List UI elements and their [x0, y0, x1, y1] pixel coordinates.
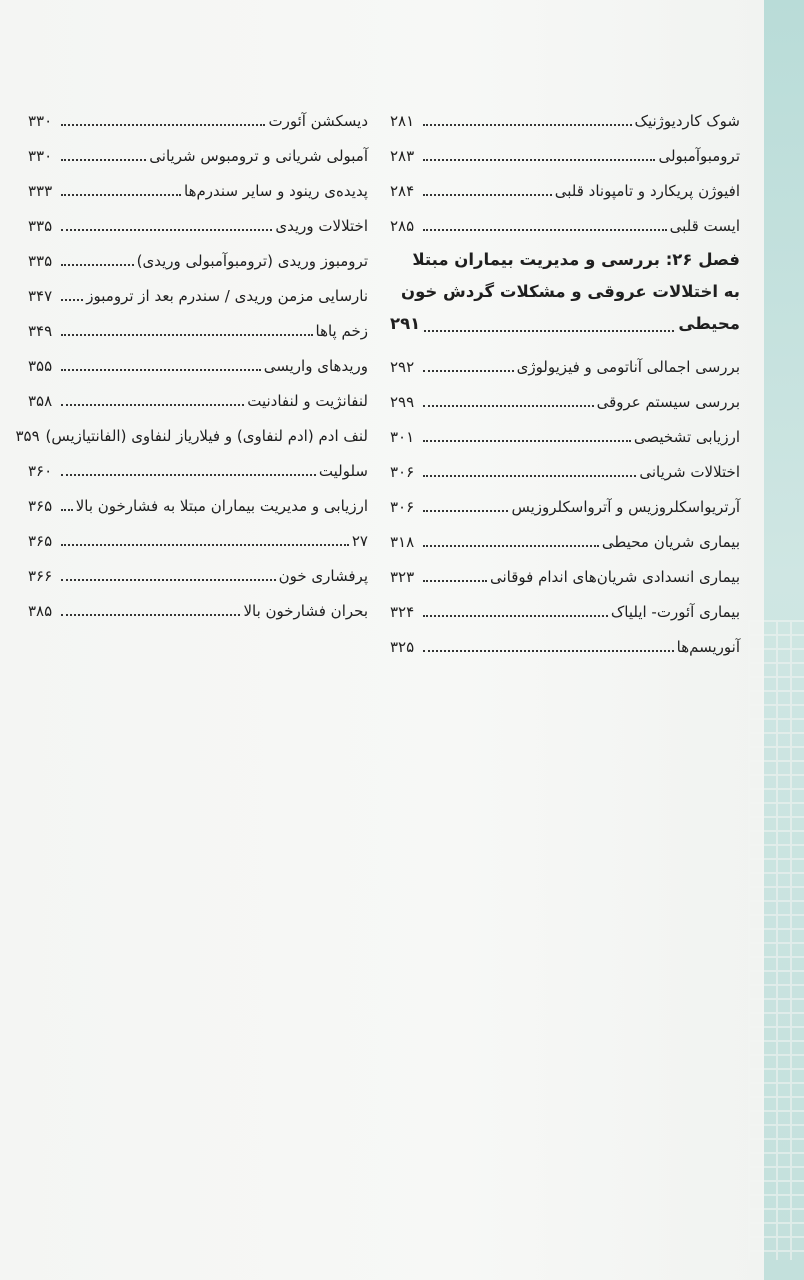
- toc-entry: [390, 131, 740, 166]
- chapter-heading-line: به اختلالات عروقی و مشکلات گردش خون: [400, 282, 740, 301]
- toc-entry: [28, 96, 368, 131]
- toc-entry: [15, 411, 368, 446]
- toc-entry: [28, 306, 368, 341]
- toc-entry-page: ۳۶۰: [28, 462, 53, 480]
- toc-entry-list-top: [390, 96, 740, 236]
- chapter-page: ۲۹۱: [390, 314, 421, 333]
- toc-entry-title: ترومبوز وریدی (ترومبوآمبولی وریدی): [136, 252, 368, 270]
- toc-entry-title: پرفشاری خون: [278, 567, 368, 585]
- toc-entry-title: وریدهای واریسی: [263, 357, 368, 375]
- toc-entry-page: ۳۶۵: [28, 497, 53, 515]
- toc-entry: [390, 342, 740, 377]
- toc-entry-title: آنوریسم‌ها: [676, 638, 740, 656]
- toc-entry-page: ۳۳۰: [28, 147, 53, 165]
- toc-entry-page: ۳۳۵: [28, 252, 53, 270]
- dot-leader: [423, 475, 636, 477]
- toc-entry-title: نارسایی مزمن وریدی / سندرم بعد از ترومبوز: [86, 287, 368, 305]
- toc-entry-page: ۳۴۹: [28, 322, 53, 340]
- dot-leader: [61, 544, 349, 546]
- toc-entry: [390, 412, 740, 447]
- toc-entry-page: ۳۴۷: [28, 287, 53, 305]
- dot-leader: [424, 330, 674, 332]
- dot-leader: [423, 124, 632, 126]
- toc-entry: [28, 586, 368, 621]
- dot-leader: [61, 194, 181, 196]
- toc-entry-page: ۲۸۱: [390, 112, 415, 130]
- toc-entry-page: ۲۹۲: [390, 358, 415, 376]
- dot-leader: [423, 545, 599, 547]
- toc-entry-title: ارزیابی و مدیریت بیماران مبتلا به فشارخون بالا: [75, 497, 368, 515]
- dot-leader: [423, 229, 667, 231]
- dot-leader: [61, 404, 244, 406]
- toc-entry: [28, 131, 368, 166]
- toc-entry: [390, 96, 740, 131]
- toc-entry: [390, 166, 740, 201]
- toc-entry-page: ۳۲۵: [390, 638, 415, 656]
- toc-entry-page: ۳۳۳: [28, 182, 53, 200]
- chapter-heading: [390, 244, 740, 340]
- dot-leader: [61, 509, 73, 511]
- toc-entry: [28, 551, 368, 586]
- toc-entry-page: ۳۸۵: [28, 602, 53, 620]
- toc-entry: [390, 377, 740, 412]
- toc-entry-list-bottom: [390, 342, 740, 657]
- toc-entry-title: افیوژن پریکارد و تامپوناد قلبی: [554, 182, 740, 200]
- dot-leader: [423, 405, 594, 407]
- toc-entry-title: اختلالات وریدی: [275, 217, 368, 235]
- toc-entry: [28, 446, 368, 481]
- toc-entry-page: ۳۰۶: [390, 463, 415, 481]
- toc-entry-title: آرتریواسکلروزیس و آترواسکلروزیس: [511, 498, 740, 516]
- dot-leader: [423, 510, 508, 512]
- toc-entry-page: ۲۹۹: [390, 393, 415, 411]
- toc-entry: [28, 271, 368, 306]
- toc-entry-page: ۲۸۵: [390, 217, 415, 235]
- toc-right-column: [390, 96, 740, 657]
- toc-entry-page: ۳۰۶: [390, 498, 415, 516]
- chapter-heading-last-line: [390, 308, 740, 340]
- toc-entry: [28, 201, 368, 236]
- toc-entry-title: بررسی اجمالی آناتومی و فیزیولوژی: [516, 358, 740, 376]
- toc-entry-title: شوک کاردیوژنیک: [634, 112, 740, 130]
- dot-leader: [61, 299, 83, 301]
- toc-entry-title: زخم پاها: [315, 322, 368, 340]
- toc-entry-title: بیماری شریان محیطی: [601, 533, 740, 551]
- toc-entry-page: ۳۳۰: [28, 112, 53, 130]
- toc-entry: [28, 516, 368, 551]
- chapter-heading-line: فصل ۲۶: بررسی و مدیریت بیماران مبتلا: [412, 250, 740, 269]
- toc-entry-page: ۳۱۸: [390, 533, 415, 551]
- toc-entry-page: ۲۸۳: [390, 147, 415, 165]
- toc-entry: [390, 482, 740, 517]
- dot-leader: [423, 159, 655, 161]
- toc-entry-page: ۳۵۸: [28, 392, 53, 410]
- toc-entry-page: ۳۵۹: [15, 427, 40, 445]
- toc-entry: [390, 552, 740, 587]
- toc-entry: [28, 481, 368, 516]
- dot-leader: [423, 370, 514, 372]
- toc-entry: [28, 236, 368, 271]
- toc-entry-title: پدیده‌ی رینود و سایر سندرم‌ها: [184, 182, 368, 200]
- dot-leader: [61, 159, 146, 161]
- dot-leader: [61, 334, 313, 336]
- dot-leader: [61, 579, 276, 581]
- toc-entry-title: ۲۷: [351, 532, 368, 550]
- page-edge-pattern: [748, 620, 804, 1260]
- dot-leader: [423, 194, 552, 196]
- toc-left-column: [15, 96, 368, 621]
- toc-entry-title: بیماری آئورت- ایلیاک: [610, 603, 740, 621]
- toc-entry: [390, 447, 740, 482]
- toc-entry-title: لنف ادم (ادم لنفاوی) و فیلاریاز لنفاوی (الفانتیازیس): [45, 427, 368, 445]
- toc-entry-page: ۳۳۵: [28, 217, 53, 235]
- toc-entry-title: لنفانژیت و لنفادنیت: [247, 392, 368, 410]
- toc-entry: [28, 341, 368, 376]
- dot-leader: [61, 124, 265, 126]
- toc-entry-page: ۳۲۳: [390, 568, 415, 586]
- dot-leader: [423, 650, 674, 652]
- dot-leader: [61, 369, 261, 371]
- toc-entry-page: ۲۸۴: [390, 182, 415, 200]
- toc-entry-title: آمبولی شریانی و ترومبوس شریانی: [149, 147, 368, 165]
- toc-entry-page: ۳۶۶: [28, 567, 53, 585]
- toc-entry: [28, 166, 368, 201]
- toc-entry-title: بحران فشارخون بالا: [243, 602, 368, 620]
- toc-entry-page: ۳۲۴: [390, 603, 415, 621]
- toc-entry-page: ۳۰۱: [390, 428, 415, 446]
- dot-leader: [423, 580, 487, 582]
- dot-leader: [423, 615, 608, 617]
- toc-entry-title: ایست قلبی: [669, 217, 740, 235]
- toc-entry: [390, 622, 740, 657]
- toc-entry-title: سلولیت: [318, 462, 368, 480]
- dot-leader: [61, 474, 316, 476]
- toc-entry-title: اختلالات شریانی: [639, 463, 740, 481]
- toc-entry-page: ۳۶۵: [28, 532, 53, 550]
- toc-entry-title: بیماری انسدادی شریان‌های اندام فوقانی: [489, 568, 740, 586]
- chapter-heading-line: محیطی: [678, 314, 740, 333]
- dot-leader: [61, 614, 240, 616]
- toc-entry: [390, 201, 740, 236]
- toc-entry: [390, 587, 740, 622]
- toc-entry: [390, 517, 740, 552]
- dot-leader: [61, 229, 272, 231]
- toc-entry-title: ارزیابی تشخیصی: [633, 428, 740, 446]
- dot-leader: [61, 264, 134, 266]
- toc-entry-page: ۳۵۵: [28, 357, 53, 375]
- toc-entry-title: بررسی سیستم عروقی: [596, 393, 740, 411]
- toc-entry-title: ترومبوآمبولی: [658, 147, 740, 165]
- toc-entry-title: دیسکشن آئورت: [268, 112, 368, 130]
- toc-entry: [28, 376, 368, 411]
- dot-leader: [423, 440, 631, 442]
